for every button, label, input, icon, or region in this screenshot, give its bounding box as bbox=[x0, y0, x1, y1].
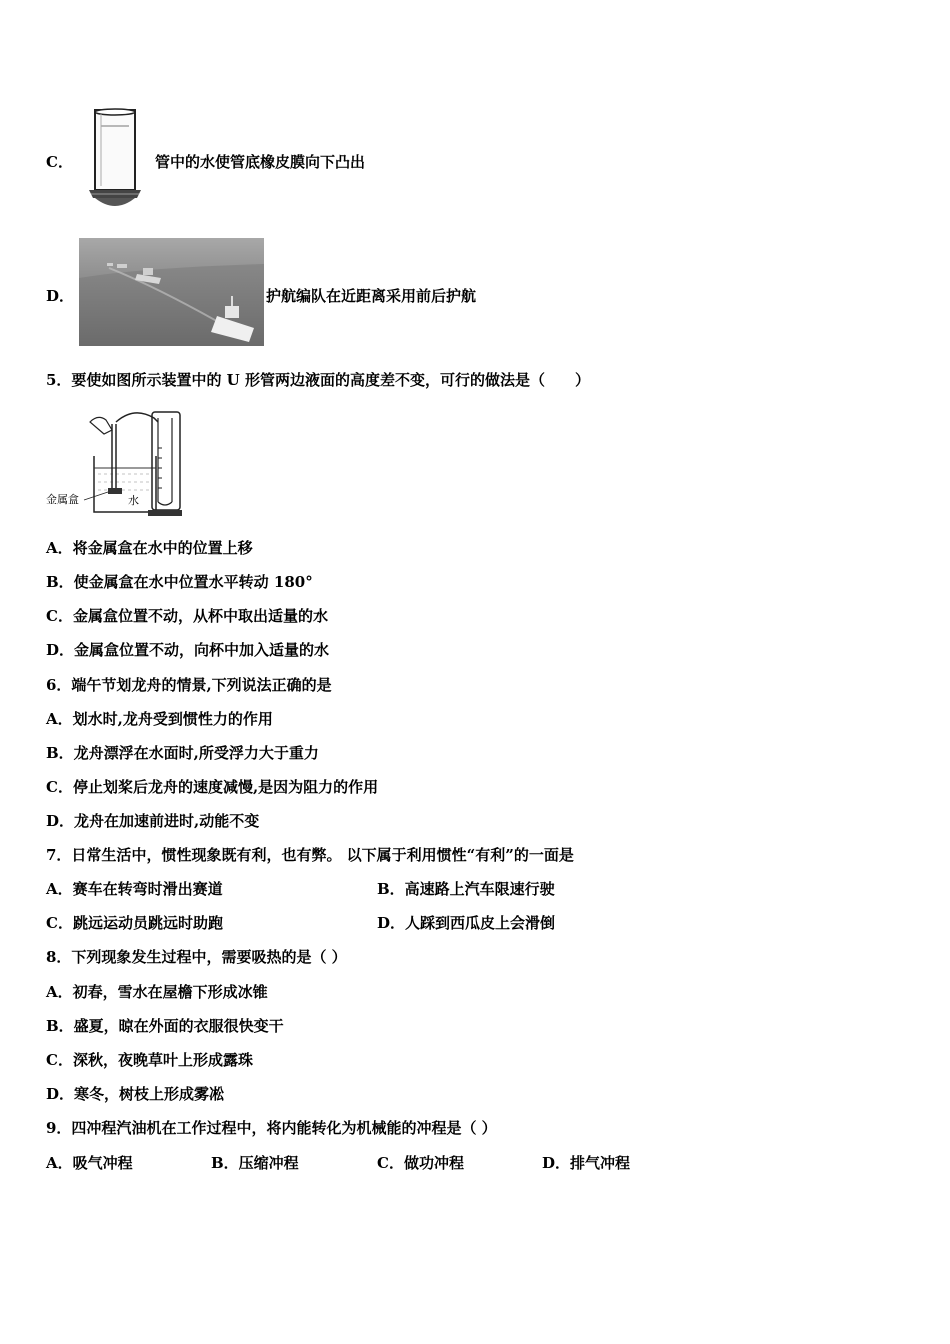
q9-option-d: D．排气冲程 bbox=[542, 1154, 631, 1172]
q4-option-d-text: 护航编队在近距离采用前后护航 bbox=[266, 287, 477, 305]
q8-option-d: D．寒冬，树枝上形成雾凇 bbox=[46, 1085, 225, 1103]
q6-stem: 6．端午节划龙舟的情景,下列说法正确的是 bbox=[46, 676, 332, 694]
q7-stem: 7．日常生活中，惯性现象既有利，也有弊。 以下属于利用惯性“有利”的一面是 bbox=[46, 846, 574, 864]
q6-option-d: D．龙舟在加速前进时,动能不变 bbox=[46, 812, 260, 830]
q9-option-b: B．压缩冲程 bbox=[211, 1154, 299, 1172]
q4-option-d-letter: D． bbox=[46, 287, 75, 305]
q7-option-b: B．高速路上汽车限速行驶 bbox=[377, 880, 555, 898]
q5-option-d: D．金属盒位置不动，向杯中加入适量的水 bbox=[46, 641, 330, 659]
q4-option-c-text: 管中的水使管底橡皮膜向下凸出 bbox=[155, 153, 366, 171]
q6-option-a: A．划水时,龙舟受到惯性力的作用 bbox=[46, 710, 273, 728]
q5-option-c: C．金属盒位置不动，从杯中取出适量的水 bbox=[46, 607, 328, 625]
q8-stem: 8．下列现象发生过程中，需要吸热的是（ ） bbox=[46, 948, 347, 966]
q5-stem: 5．要使如图所示装置中的 U 形管两边液面的高度差不变，可行的做法是（ ） bbox=[46, 371, 590, 389]
q5-option-a: A．将金属盒在水中的位置上移 bbox=[46, 539, 253, 557]
q5-option-b: B．使金属盒在水中位置水平转动 180° bbox=[46, 573, 313, 591]
naval-escort-photo bbox=[79, 238, 264, 346]
water-label: 水 bbox=[128, 495, 139, 507]
q8-option-b: B．盛夏，晾在外面的衣服很快变干 bbox=[46, 1017, 284, 1035]
q9-option-c: C．做功冲程 bbox=[377, 1154, 464, 1172]
q7-option-d: D．人踩到西瓜皮上会滑倒 bbox=[377, 914, 556, 932]
q8-option-a: A．初春，雪水在屋檐下形成冰锥 bbox=[46, 983, 268, 1001]
q6-option-b: B．龙舟漂浮在水面时,所受浮力大于重力 bbox=[46, 744, 319, 762]
q7-option-c: C．跳远运动员跳远时助跑 bbox=[46, 914, 223, 932]
q4-option-c-letter: C． bbox=[46, 153, 73, 171]
q7-option-a: A．赛车在转弯时滑出赛道 bbox=[46, 880, 223, 898]
metal-box-label: 金属盒 bbox=[46, 494, 79, 506]
u-tube-apparatus-figure bbox=[46, 408, 182, 518]
q6-option-c: C．停止划桨后龙舟的速度减慢,是因为阻力的作用 bbox=[46, 778, 379, 796]
tube-membrane-figure bbox=[85, 106, 145, 214]
q9-stem: 9．四冲程汽油机在工作过程中，将内能转化为机械能的冲程是（ ） bbox=[46, 1119, 497, 1137]
q9-option-a: A．吸气冲程 bbox=[46, 1154, 133, 1172]
q8-option-c: C．深秋，夜晚草叶上形成露珠 bbox=[46, 1051, 253, 1069]
